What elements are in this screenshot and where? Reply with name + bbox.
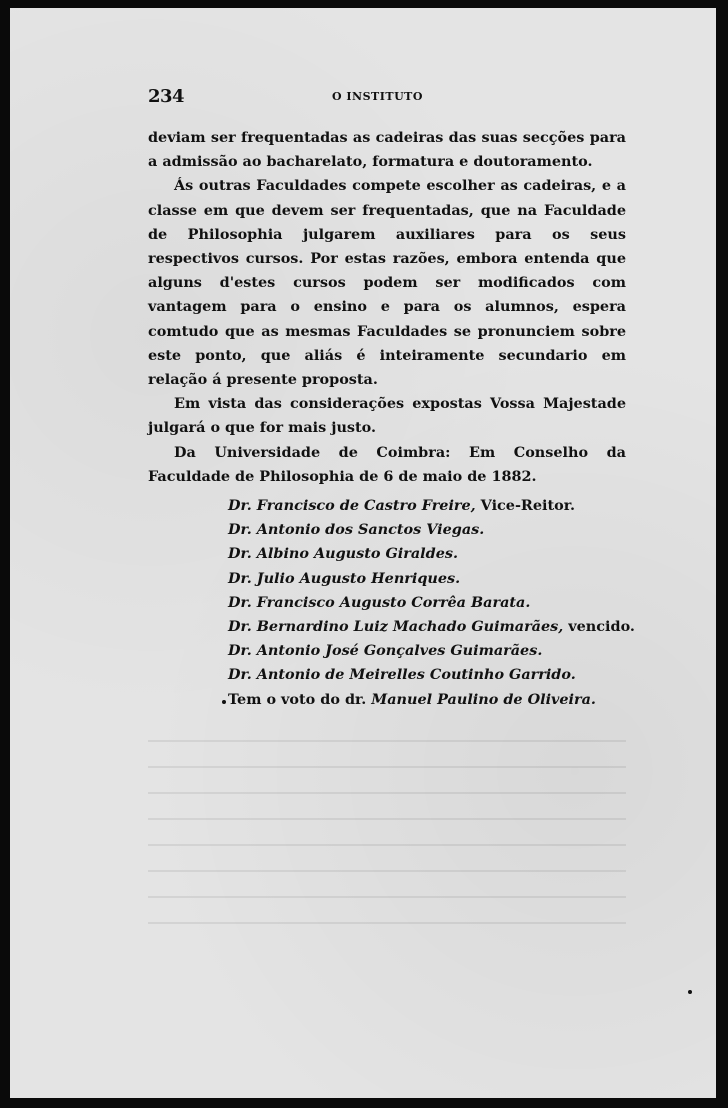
signatory-note: vencido. [563,618,635,636]
signatory-note: Vice-Reitor. [475,497,576,514]
signatory-name: Dr. Julio Augusto Henriques. [228,569,461,587]
signatory-name: Dr. Francisco de Castro Freire, [228,497,476,514]
signatory [228,494,648,518]
vote-name: Manuel Paulino de Oliveira. [371,690,596,708]
signatory-name: Dr. Bernardino Luiz Machado Guimarães, [228,618,564,636]
bleed-through-line [148,792,626,794]
signatory [228,615,648,639]
signatory [228,663,648,687]
running-title: O INSTITUTO [332,90,423,103]
signatory-name: Dr. Antonio dos Sanctos Viegas. [228,521,485,539]
page-number: 234 [148,86,185,107]
ink-speck [688,990,692,994]
bleed-through-line [148,870,626,872]
signatory [228,518,648,542]
bleed-through-line [148,818,626,820]
page-header [148,86,628,108]
signatory [228,639,648,663]
signatory-name: Dr. Albino Augusto Giraldes. [228,545,458,563]
bleed-through-line [148,740,626,742]
signatories-list [228,494,648,712]
paragraph: deviam ser frequentadas as cadeiras das suas secções para a admissão ao bacharelato, formatura e doutoramento. [148,129,626,171]
signatory [228,591,648,615]
bleed-through-line [148,766,626,768]
bleed-through-line [148,844,626,846]
signatory-name: Dr. Antonio José Gonçalves Guimarães. [228,642,543,660]
signatory-name: Dr. Antonio de Meirelles Coutinho Garrido. [228,666,576,684]
bleed-through-line [148,922,626,924]
ink-speck [222,700,226,704]
paragraph: Em vista das considerações expostas Vossa Majestade julgará o que for mais justo. [148,395,626,437]
vote-prefix: Tem o voto do dr. [228,690,372,708]
signatory [228,542,648,566]
paragraph: Ás outras Faculdades compete escolher as cadeiras, e a classe em que devem ser frequentadas, que na Faculdade de Philosophia julgarem auxiliares para os seus respectivos cursos. Por estas razões, embora entenda que alguns d'estes cursos podem ser modificados com vantagem para o ensino e para os alumnos, espera comtudo que as mesmas Faculdades se pronunciem sobre este ponto, que aliás é inteiramente secundario em relação á presente proposta. [148,177,626,389]
paragraph: Da Universidade de Coimbra: Em Conselho da Faculdade de Philosophia de 6 de maio de 1882. [148,443,626,485]
signatory-name: Dr. Francisco Augusto Corrêa Barata. [228,593,531,611]
signatory [228,567,648,591]
body-text [148,126,626,489]
bleed-through-line [148,896,626,898]
vote-note [228,688,648,712]
